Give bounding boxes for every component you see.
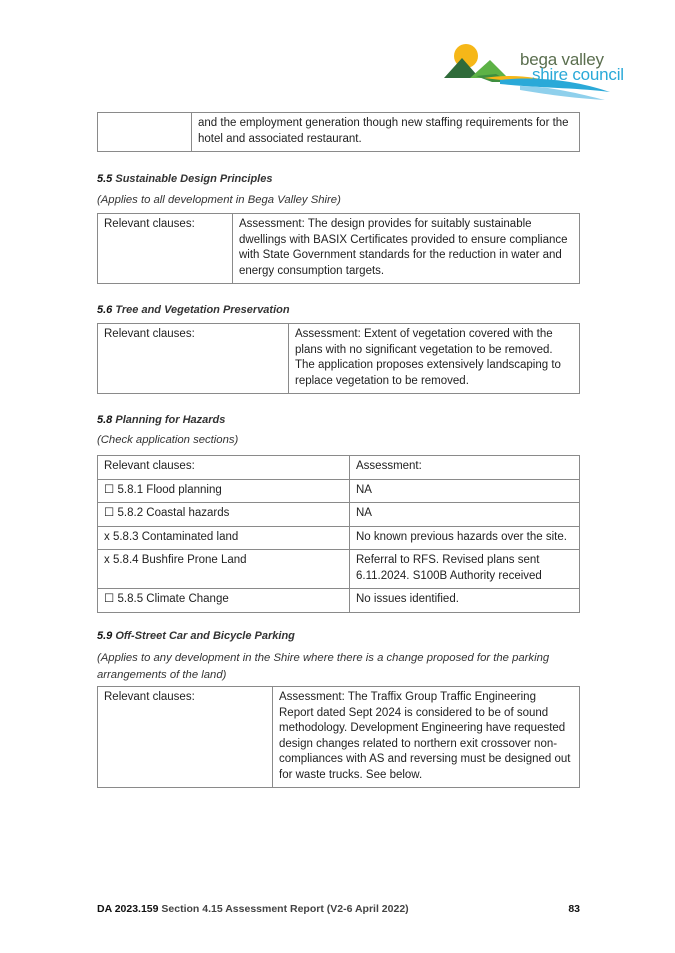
table-row: [98, 589, 580, 613]
checkbox-unchecked-icon: ☐: [104, 483, 115, 496]
table-row: [98, 214, 580, 284]
assessment-cell: Referral to RFS. Revised plans sent 6.11.2024. S100B Authority received: [350, 550, 580, 589]
table-row: [98, 113, 580, 152]
clause-cell: ☐ 5.8.5 Climate Change: [98, 589, 350, 613]
assessment-cell: NA: [350, 503, 580, 527]
clause-cell: x 5.8.3 Contaminated land: [98, 526, 350, 550]
clause-cell: ☐ 5.8.1 Flood planning: [98, 479, 350, 503]
table-5-5: [97, 213, 580, 284]
checkbox-unchecked-icon: ☐: [104, 593, 115, 605]
table-cell-right: Assessment: The design provides for suitably sustainable dwellings with BASIX Certificates provided to ensure compliance with State Government standards for the reduction in water and energy consumption targets.: [233, 214, 580, 284]
assessment-cell: NA: [350, 479, 580, 503]
table-row: [98, 479, 580, 503]
footer-doc-id: DA 2023.159: [97, 903, 159, 915]
assessment-cell: No known previous hazards over the site.: [350, 526, 580, 550]
table-row: [98, 503, 580, 527]
continuation-table: [97, 112, 580, 152]
table-cell-left: Relevant clauses:: [98, 214, 233, 284]
table-cell-right: Assessment: Extent of vegetation covered with the plans with no significant vegetation to be removed. The application proposes extensively landscaping to replace vegetation to be removed.: [289, 324, 580, 394]
table-row: [98, 550, 580, 589]
logo-text-bega-valley: bega valley: [520, 50, 604, 69]
clause-cell: x 5.8.4 Bushfire Prone Land: [98, 550, 350, 589]
section-subtitle-5-5: (Applies to all development in Bega Valley Shire): [97, 194, 341, 206]
section-heading-5-5: 5.5 Sustainable Design Principles: [97, 173, 273, 185]
column-header-clauses: Relevant clauses:: [98, 456, 350, 480]
section-heading-5-6: 5.6 Tree and Vegetation Preservation: [97, 304, 290, 316]
table-cell-left: Relevant clauses:: [98, 687, 273, 788]
x-mark-icon: x: [104, 530, 110, 543]
table-cell-right: and the employment generation though new staffing requirements for the hotel and associated restaurant.: [192, 113, 580, 152]
page-number: 83: [568, 903, 580, 915]
table-row: [98, 324, 580, 394]
table-header-row: [98, 456, 580, 480]
table-5-9: [97, 686, 580, 788]
table-row: [98, 526, 580, 550]
page-footer: [97, 903, 580, 915]
section-heading-5-8: 5.8 Planning for Hazards: [97, 414, 226, 426]
section-subtitle-5-8: (Check application sections): [97, 434, 239, 446]
logo-text-shire-council: shire council: [532, 65, 624, 84]
council-logo: [440, 38, 640, 104]
checkbox-unchecked-icon: ☐: [104, 507, 115, 519]
column-header-assessment: Assessment:: [350, 456, 580, 480]
section-subtitle-5-9: (Applies to any development in the Shire where there is a change proposed for the parking arrangements of the land): [97, 652, 550, 681]
x-mark-icon: x: [104, 554, 110, 566]
hazards-table: [97, 455, 580, 613]
footer-title: Section 4.15 Assessment Report (V2-6 April 2022): [161, 903, 409, 915]
section-heading-5-9: 5.9 Off-Street Car and Bicycle Parking: [97, 630, 295, 642]
table-5-6: [97, 323, 580, 394]
table-cell-left: Relevant clauses:: [98, 324, 289, 394]
table-row: [98, 687, 580, 788]
clause-cell: ☐ 5.8.2 Coastal hazards: [98, 503, 350, 527]
table-cell-right: Assessment: The Traffix Group Traffic Engineering Report dated Sept 2024 is considered to be of sound methodology. Development Engineering have requested design changes related to northern exit crossover non-compliances with AS and reversing must be designed out for waste trucks. See below.: [273, 687, 580, 788]
table-cell-left: [98, 113, 192, 152]
assessment-cell: No issues identified.: [350, 589, 580, 613]
